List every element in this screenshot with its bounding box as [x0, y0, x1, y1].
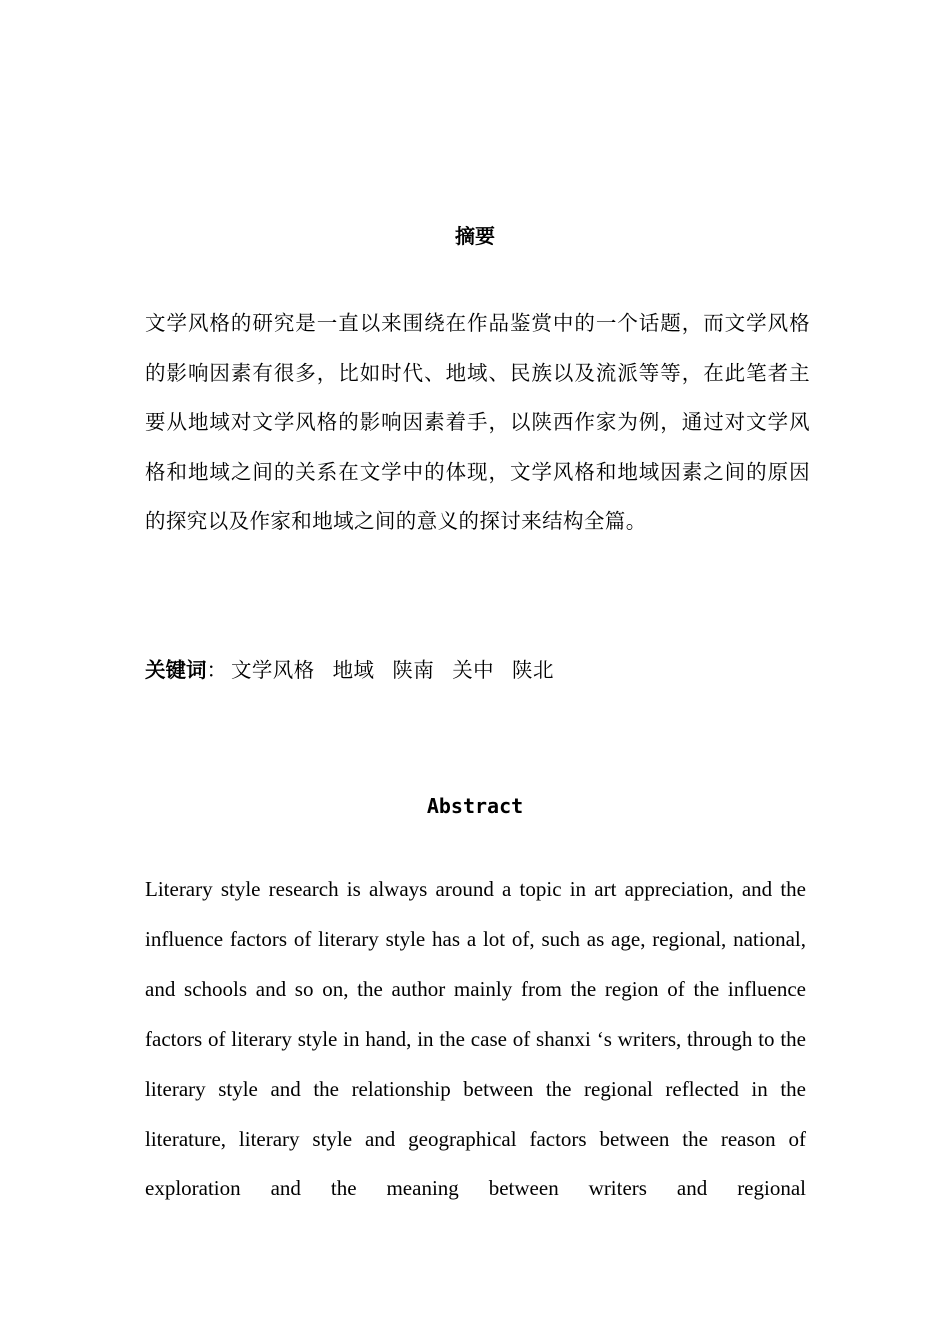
- keyword-item: 文学风格: [231, 658, 315, 682]
- keywords-colon: ：: [206, 658, 227, 682]
- keyword-item: 关中: [452, 658, 495, 682]
- keywords-line: [145, 646, 572, 696]
- keyword-item: 陕南: [392, 658, 435, 682]
- keyword-item: 地域: [332, 658, 375, 682]
- chinese-abstract-title: 摘要: [455, 224, 495, 248]
- english-abstract-title: Abstract: [426, 794, 524, 818]
- keyword-item: 陕北: [512, 658, 554, 682]
- english-abstract-body: Literary style research is always around a topic in art appreciation, and the influence factors of literary style has a lot of, such as age, regional, national, and schools and so on, the author mainly from the region of the influence factors of literary style in hand, in the case of shanxi ‘s writers, through to the literary style and the relationship between the regional reflected in the literature, literary style and geographical factors between the reason of exploration and the meaning between writers and regional: [145, 877, 806, 1201]
- keywords-label: 关键词: [145, 658, 207, 682]
- chinese-abstract-body: 文学风格的研究是一直以来围绕在作品鉴赏中的一个话题，而文学风格的影响因素有很多，比如时代、地域、民族以及流派等等，在此笔者主要从地域对文学风格的影响因素着手，以陕西作家为例，通过对文学风格和地域之间的关系在文学中的体现，文学风格和地域因素之间的原因的探究以及作家和地域之间的意义的探讨来结构全篇。: [145, 311, 810, 534]
